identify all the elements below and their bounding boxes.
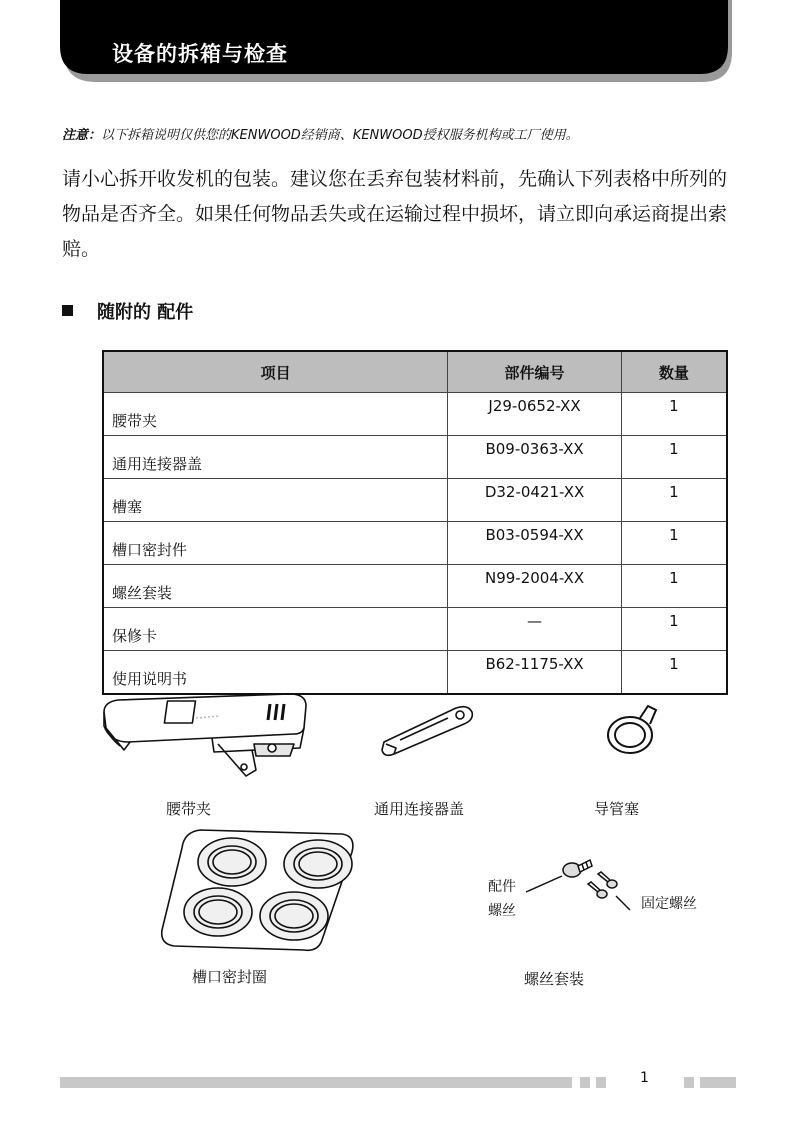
cell-item: 腰带夹 <box>103 393 448 436</box>
conduit-plug-caption: 导管塞 <box>594 800 640 818</box>
cell-item: 螺丝套装 <box>103 565 448 608</box>
page-number: 1 <box>640 1070 649 1086</box>
cell-item: 保修卡 <box>103 608 448 651</box>
column-header-item: 项目 <box>103 351 448 393</box>
column-header-quantity: 数量 <box>621 351 727 393</box>
cell-item: 槽塞 <box>103 479 448 522</box>
belt-clip-illustration <box>104 694 306 776</box>
cell-part-number: J29-0652-XX <box>448 393 622 436</box>
cell-part-number: D32-0421-XX <box>448 479 622 522</box>
footer-bar-left <box>60 1077 572 1088</box>
cell-quantity: 1 <box>621 393 727 436</box>
accessory-screw-label-line2: 螺丝 <box>488 903 516 919</box>
belt-clip-caption: 腰带夹 <box>166 800 212 818</box>
accessory-screw-label-line1: 配件 <box>488 879 516 895</box>
section-heading-text: 随附的 配件 <box>97 302 194 323</box>
screw-set-illustration <box>526 860 630 910</box>
connector-cap-illustration <box>382 707 472 756</box>
cell-quantity: 1 <box>621 565 727 608</box>
cell-quantity: 1 <box>621 479 727 522</box>
slot-seal-caption: 槽口密封圈 <box>192 968 268 986</box>
note-text: 以下拆箱说明仅供您的KENWOOD经销商、KENWOOD授权服务机构或工厂使用。 <box>101 128 579 143</box>
slot-seal-illustration <box>162 830 353 950</box>
cell-part-number: N99-2004-XX <box>448 565 622 608</box>
cell-quantity: 1 <box>621 608 727 651</box>
page-title: 设备的拆箱与检查 <box>112 42 288 66</box>
cell-quantity: 1 <box>621 436 727 479</box>
footer-square <box>684 1077 694 1088</box>
cell-item: 槽口密封件 <box>103 522 448 565</box>
note-label: 注意： <box>62 128 102 143</box>
intro-paragraph: 请小心拆开收发机的包装。建议您在丢弃包装材料前，先确认下列表格中所列的物品是否齐全。如果任何物品丢失或在运输过程中损坏，请立即向承运商提出索赔。 <box>62 168 728 260</box>
cell-quantity: 1 <box>621 651 727 695</box>
cell-item: 通用连接器盖 <box>103 436 448 479</box>
cell-item: 使用说明书 <box>103 651 448 695</box>
cell-part-number: — <box>448 608 622 651</box>
cell-part-number: B09-0363-XX <box>448 436 622 479</box>
footer-square <box>596 1077 606 1088</box>
cell-part-number: B62-1175-XX <box>448 651 622 695</box>
conduit-plug-illustration <box>608 706 656 753</box>
fixing-screw-label: 固定螺丝 <box>641 896 697 912</box>
connector-cap-caption: 通用连接器盖 <box>374 800 465 818</box>
column-header-part-number: 部件编号 <box>448 351 622 393</box>
footer-square <box>580 1077 590 1088</box>
cell-part-number: B03-0594-XX <box>448 522 622 565</box>
footer-bar-right <box>700 1077 736 1088</box>
screw-set-caption: 螺丝套装 <box>524 970 585 988</box>
cell-quantity: 1 <box>621 522 727 565</box>
